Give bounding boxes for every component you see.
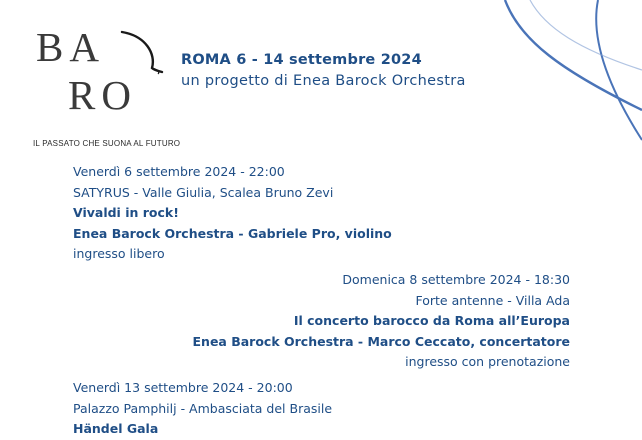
- event-date: Venerdì 13 settembre 2024 - 20:00: [73, 380, 293, 395]
- page-title: ROMA 6 - 14 settembre 2024: [181, 52, 422, 68]
- curve-line-3: [530, 0, 642, 70]
- event-title: Händel Gala: [73, 421, 159, 436]
- logo-letters-bottom: RO: [68, 72, 137, 118]
- curve-line-1: [505, 0, 642, 110]
- logo-swoosh-icon: [34, 24, 164, 144]
- event-performers: Enea Barock Orchestra - Marco Ceccato, concertatore: [192, 333, 570, 349]
- page-subtitle: un progetto di Enea Barock Orchestra: [181, 73, 466, 89]
- event-block-3: [73, 378, 332, 440]
- event-venue: Forte antenne - Villa Ada: [415, 292, 570, 308]
- event-title: Il concerto barocco da Roma all’Europa: [293, 313, 570, 328]
- logo-letters-top: BA: [36, 24, 105, 70]
- event-performers: Enea Barock Orchestra - Gabriele Pro, violino: [73, 225, 392, 241]
- event-title: Vivaldi in rock!: [73, 205, 179, 220]
- page-header: [181, 50, 466, 92]
- event-block-2: [193, 270, 571, 373]
- event-block-1: [73, 162, 392, 265]
- baro-logo: [34, 24, 164, 154]
- event-access: ingresso libero: [73, 246, 165, 261]
- event-venue: Palazzo Pamphilj - Ambasciata del Brasile: [73, 400, 333, 416]
- curve-line-2: [596, 0, 642, 140]
- event-date: Venerdì 6 settembre 2024 - 22:00: [73, 164, 285, 179]
- logo-tagline: IL PASSATO CHE SUONA AL FUTURO: [33, 139, 181, 148]
- event-venue: SATYRUS - Valle Giulia, Scalea Bruno Zevi: [73, 184, 334, 200]
- event-date: Domenica 8 settembre 2024 - 18:30: [342, 272, 570, 287]
- event-access: ingresso con prenotazione: [405, 354, 570, 369]
